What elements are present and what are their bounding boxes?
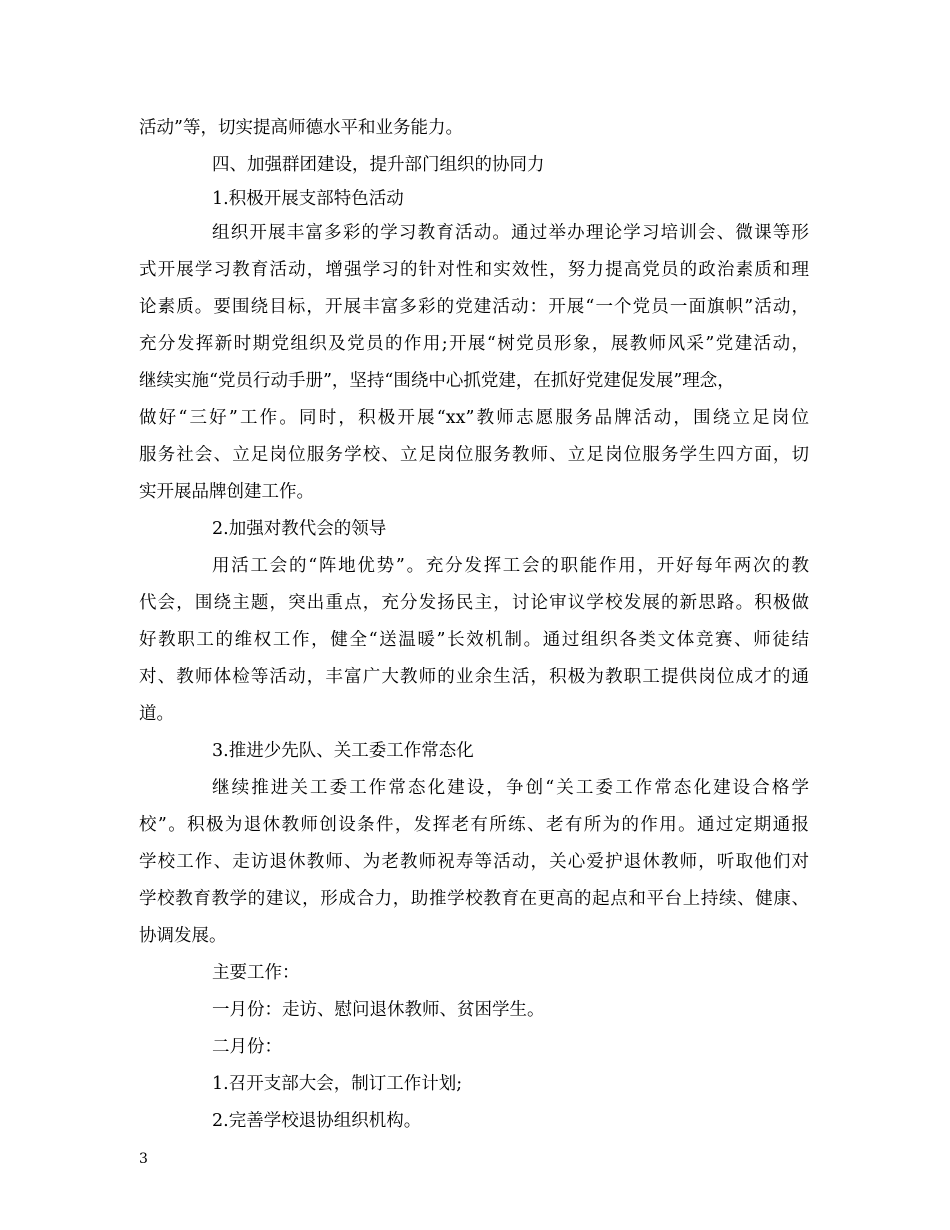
subsection-heading: 2.加强对教代会的领导 xyxy=(212,519,387,539)
text-line: 对、教师体检等活动，丰富广大教师的业余生活，积极为教职工提供岗位成才的通 xyxy=(139,667,809,687)
text-line: 协调发展。 xyxy=(139,926,227,946)
text-line: 论素质。要围绕目标，开展丰富多彩的党建活动：开展“一个党员一面旗帜”活动， xyxy=(139,297,809,317)
text-line: 学校教育教学的建议，形成合力，助推学校教育在更高的起点和平台上持续、健康、 xyxy=(139,889,809,909)
text-line: 道。 xyxy=(139,704,174,724)
page-number: 3 xyxy=(139,1151,148,1167)
text-line: 式开展学习教育活动，增强学习的针对性和实效性，努力提高党员的政治素质和理 xyxy=(139,260,809,280)
text-line: 服务社会、立足岗位服务学校、立足岗位服务教师、立足岗位服务学生四方面，切 xyxy=(139,445,809,465)
text-line: 实开展品牌创建工作。 xyxy=(139,482,314,502)
text-line: 主要工作： xyxy=(212,963,300,983)
section-heading: 四、加强群团建设，提升部门组织的协同力 xyxy=(212,155,545,175)
text-line: 1.召开支部大会，制订工作计划; xyxy=(212,1074,463,1094)
text-line: 组织开展丰富多彩的学习教育活动。通过举办理论学习培训会、微课等形 xyxy=(212,223,809,243)
text-line: 继续实施“党员行动手册”，坚持“围绕中心抓党建，在抓好党建促发展”理念， xyxy=(139,371,735,391)
subsection-heading: 3.推进少先队、关工委工作常态化 xyxy=(212,741,474,761)
text-line: 学校工作、走访退休教师、为老教师祝寿等活动，关心爱护退休教师，听取他们对 xyxy=(139,852,809,872)
text-line: 一月份：走访、慰问退休教师、贫困学生。 xyxy=(212,1000,545,1020)
text-line: 好教职工的维权工作，健全“送温暖”长效机制。通过组织各类文体竞赛、师徒结 xyxy=(139,630,809,650)
text-line: 代会，围绕主题，突出重点，充分发扬民主，讨论审议学校发展的新思路。积极做 xyxy=(139,593,809,613)
text-line: 活动”等，切实提高师德水平和业务能力。 xyxy=(139,118,463,138)
text-line: 充分发挥新时期党组织及党员的作用;开展“树党员形象，展教师风采”党建活动， xyxy=(139,334,809,354)
text-line: 用活工会的“阵地优势”。充分发挥工会的职能作用，开好每年两次的教 xyxy=(212,556,809,576)
text-line: 校”。积极为退休教师创设条件，发挥老有所练、老有所为的作用。通过定期通报 xyxy=(139,815,809,835)
text-line: 继续推进关工委工作常态化建设，争创“关工委工作常态化建设合格学 xyxy=(212,778,809,798)
text-line: 做好“三好”工作。同时，积极开展“xx”教师志愿服务品牌活动，围绕立足岗位 xyxy=(139,408,809,428)
subsection-heading: 1.积极开展支部特色活动 xyxy=(212,189,404,209)
text-line: 二月份： xyxy=(212,1037,282,1057)
text-line: 2.完善学校退协组织机构。 xyxy=(212,1111,422,1131)
